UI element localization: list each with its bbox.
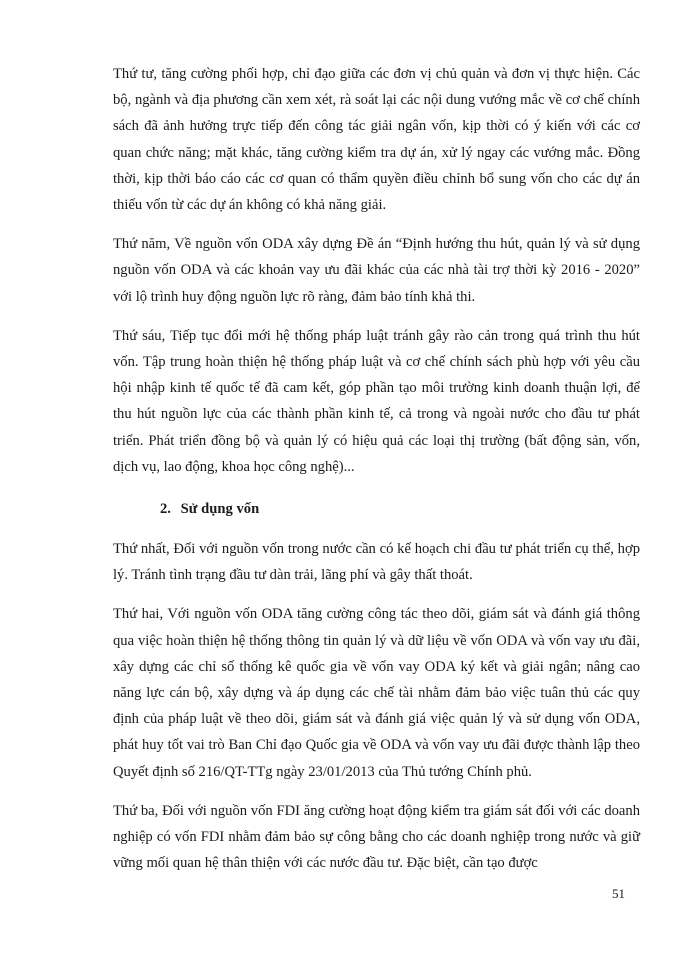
paragraph-thu-nhat: Thứ nhất, Đối với nguồn vốn trong nước cần có kế hoạch chi đầu tư phát triển cụ thể, hợp lý. Tránh tình trạng đầu tư dàn trải, lãng phí và gây thất thoát. <box>113 541 640 584</box>
page-body <box>113 61 640 876</box>
paragraph-thu-sau: Thứ sáu, Tiếp tục đổi mới hệ thống pháp luật tránh gây rào cản trong quá trình thu hút vốn. Tập trung hoàn thiện hệ thống pháp luật và cơ chế chính sách phù hợp với yêu cầu hội nhập kinh tế quốc tế đã cam kết, góp phần tạo môi trường kinh doanh thuận lợi, để thu hút nguồn lực của các thành phần kinh tế, cả trong và ngoài nước cho đầu tư phát triển. Phát triển đồng bộ và quản lý có hiệu quả các loại thị trường (bất động sản, vốn, dịch vụ, lao động, khoa học công nghệ)... <box>113 327 640 475</box>
paragraph-thu-hai: Thứ hai, Với nguồn vốn ODA tăng cường công tác theo dõi, giám sát và đánh giá thông qua việc hoàn thiện hệ thống thông tin quản lý và dữ liệu về vốn ODA và vốn vay ưu đãi, xây dựng các chỉ số thống kê quốc gia về vốn vay ODA ký kết và giải ngân; nâng cao năng lực cán bộ, xây dựng và áp dụng các chế tài nhằm đảm bảo việc tuân thủ các quy định của pháp luật về theo dõi, giám sát và đánh giá việc quản lý và sử dụng vốn ODA, phát huy tốt vai trò Ban Chỉ đạo Quốc gia về ODA và vốn vay ưu đãi được thành lập theo Quyết định số 216/QT-TTg ngày 23/01/2013 của Thủ tướng Chính phủ. <box>113 606 640 780</box>
section-number: 2. <box>160 501 171 518</box>
section-title: Sử dụng vốn <box>180 501 260 518</box>
section-heading <box>113 496 640 522</box>
page-number: 51 <box>612 886 625 901</box>
paragraph-thu-ba: Thứ ba, Đối với nguồn vốn FDI ăng cường hoạt động kiểm tra giám sát đối với các doanh nghiệp có vốn FDI nhằm đảm bảo sự công bằng cho các doanh nghiệp trong nước và giữ vững mối quan hệ thân thiện với các nước đầu tư. Đặc biệt, cần tạo được <box>113 802 640 872</box>
paragraph-thu-nam: Thứ năm, Về nguồn vốn ODA xây dựng Đề án “Định hướng thu hút, quản lý và sử dụng nguồn vốn ODA và các khoản vay ưu đãi khác của các nhà tài trợ thời kỳ 2016 - 2020” với lộ trình huy động nguồn lực rõ ràng, đảm bảo tính khả thi. <box>113 236 640 305</box>
paragraph-thu-tu: Thứ tư, tăng cường phối hợp, chỉ đạo giữa các đơn vị chủ quản và đơn vị thực hiện. Các bộ, ngành và địa phương cần xem xét, rà soát lại các nội dung vướng mắc về cơ chế chính sách đã ảnh hưởng trực tiếp đến công tác giải ngân vốn, kịp thời có ý kiến với các cơ quan chức năng; mặt khác, tăng cường kiểm tra dự án, xử lý ngay các vướng mắc. Đồng thời, kịp thời báo cáo các cơ quan có thẩm quyền điều chỉnh bổ sung vốn cho các dự án thiếu vốn từ các dự án không có khả năng giải. <box>113 66 640 214</box>
